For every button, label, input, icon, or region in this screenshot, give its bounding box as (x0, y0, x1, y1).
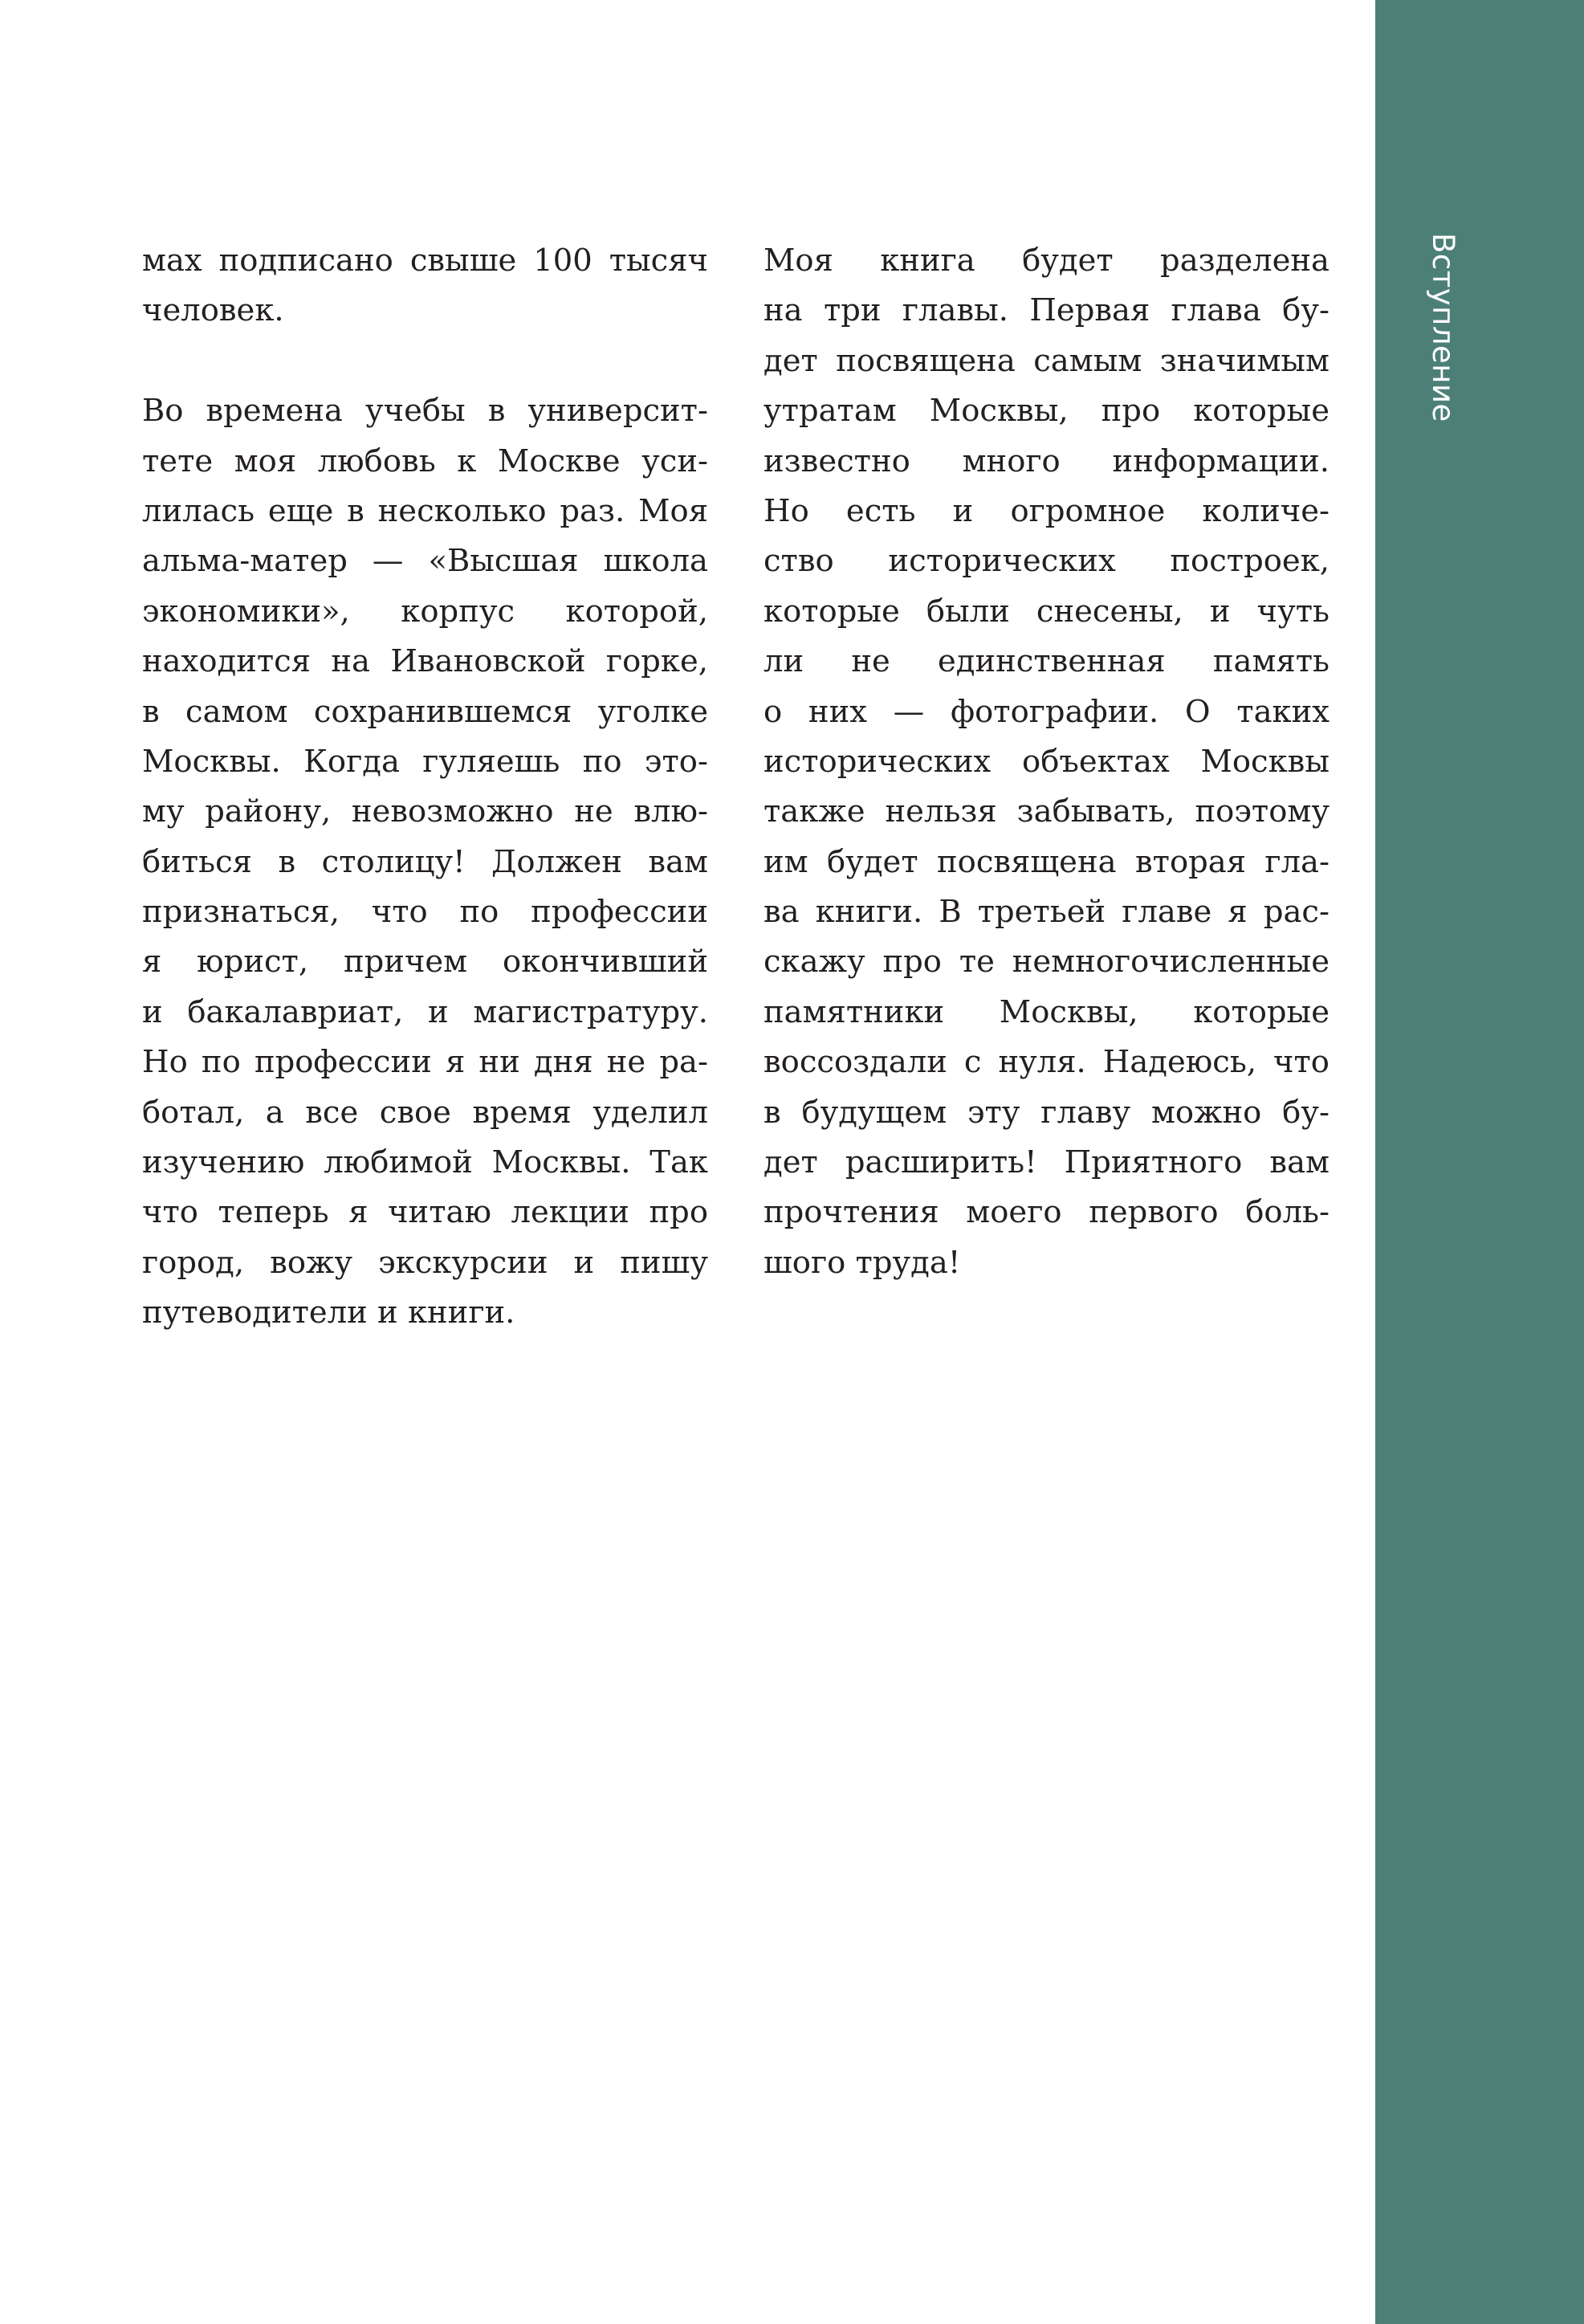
text-line: скажу про те немногочисленные (763, 944, 1330, 981)
text-line: ство исторических построек, (763, 543, 1330, 580)
paragraph (763, 236, 1330, 1288)
text-line: им будет посвящена вторая гла- (763, 843, 1330, 880)
text-line: ва книги. В третьей главе я рас- (763, 894, 1330, 931)
text-line: изучению любимой Москвы. Так (142, 1144, 708, 1181)
text-line: Но по профессии я ни дня не ра- (142, 1044, 708, 1081)
text-line: памятники Москвы, которые (763, 993, 1330, 1030)
paragraph (142, 386, 708, 1338)
text-line: ли не единственная память (763, 643, 1330, 680)
section-tab-label: Вступление (1426, 233, 1460, 422)
text-line: известно много информации. (763, 442, 1330, 479)
text-line: мах подписано свыше 100 тысяч (142, 243, 708, 279)
text-line: му району, невозможно не влю- (142, 793, 708, 830)
text-line: Во времена учебы в университ- (142, 393, 708, 430)
text-line: в самом сохранившемся уголке (142, 693, 708, 730)
right-text-column (763, 236, 1330, 1288)
text-line: лилась еще в несколько раз. Моя (142, 492, 708, 529)
text-line: человек. (142, 292, 284, 329)
text-line: находится на Ивановской горке, (142, 643, 708, 680)
text-line: что теперь я читаю лекции про (142, 1194, 708, 1231)
text-line: я юрист, причем окончивший (142, 944, 708, 981)
text-line: о них — фотографии. О таких (763, 693, 1330, 730)
text-line: шого труда! (763, 1244, 961, 1281)
section-tab-label-wrap (1426, 233, 1466, 426)
text-line: ботал, а все свое время уделил (142, 1094, 708, 1131)
text-line: признаться, что по профессии (142, 894, 708, 931)
paragraph (142, 236, 708, 336)
text-line: прочтения моего первого боль- (763, 1194, 1330, 1231)
left-text-column (142, 236, 708, 1339)
text-line: и бакалавриат, и магистратуру. (142, 993, 708, 1030)
text-line: экономики», корпус которой, (142, 593, 708, 630)
text-line: биться в столицу! Должен вам (142, 843, 708, 880)
text-line: альма-матер — «Высшая школа (142, 543, 708, 580)
text-line: на три главы. Первая глава бу- (763, 292, 1330, 329)
text-line: тете моя любовь к Москве уси- (142, 442, 708, 479)
text-line: утратам Москвы, про которые (763, 393, 1330, 430)
text-line: в будущем эту главу можно бу- (763, 1094, 1330, 1131)
text-line: Моя книга будет разделена (763, 243, 1330, 279)
section-tab (1375, 0, 1584, 2324)
text-line: исторических объектах Москвы (763, 743, 1330, 780)
text-line: Москвы. Когда гуляешь по это- (142, 743, 708, 780)
text-line: путеводители и книги. (142, 1295, 515, 1331)
text-line: дет посвящена самым значимым (763, 342, 1330, 379)
text-line: дет расширить! Приятного вам (763, 1144, 1330, 1181)
text-line: город, вожу экскурсии и пишу (142, 1244, 708, 1281)
text-line: которые были снесены, и чуть (763, 593, 1330, 630)
text-line: воссоздали с нуля. Надеюсь, что (763, 1044, 1330, 1081)
text-line: Но есть и огромное количе- (763, 492, 1330, 529)
paragraph-gap (142, 336, 708, 386)
text-line: также нельзя забывать, поэтому (763, 793, 1330, 830)
